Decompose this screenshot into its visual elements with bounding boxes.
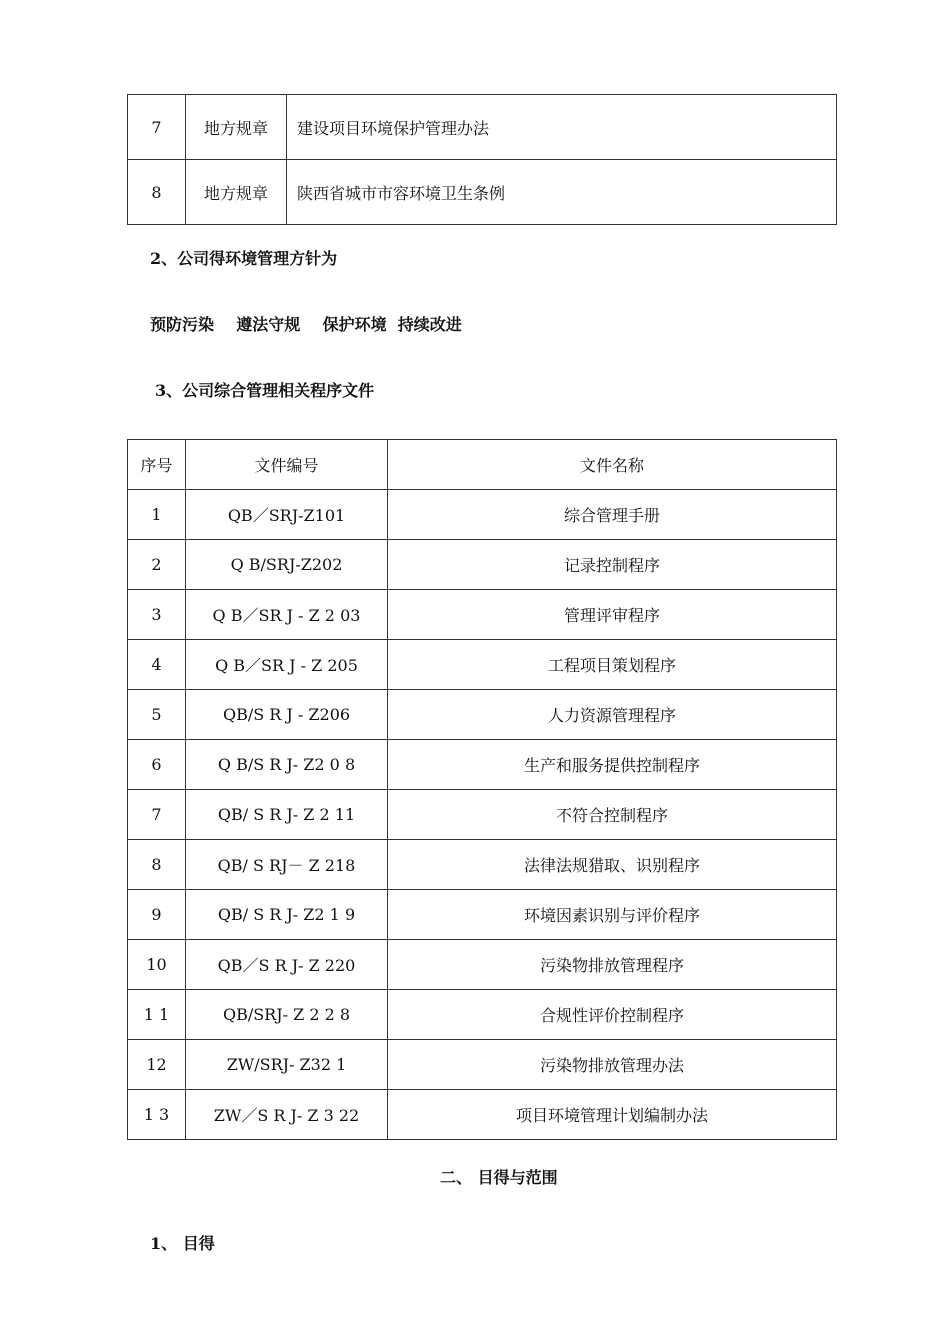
proc-code: QB/ S R J- Z2 1 9 — [186, 890, 388, 940]
table-header-row — [128, 440, 837, 490]
law-table — [127, 94, 837, 225]
table-row — [128, 690, 837, 740]
table-row — [128, 790, 837, 840]
proc-name: 污染物排放管理办法 — [388, 1040, 837, 1090]
proc-code: QB/SRJ- Z 2 2 8 — [186, 990, 388, 1040]
proc-no: 1 3 — [128, 1090, 186, 1140]
proc-name: 记录控制程序 — [388, 540, 837, 590]
proc-no: 7 — [128, 790, 186, 840]
law-row-no: 8 — [128, 160, 186, 225]
table-row — [128, 840, 837, 890]
proc-code: ZW/SRJ- Z32 1 — [186, 1040, 388, 1090]
proc-name: 法律法规猎取、识别程序 — [388, 840, 837, 890]
table-row — [128, 1040, 837, 1090]
proc-no: 8 — [128, 840, 186, 890]
proc-no: 9 — [128, 890, 186, 940]
header-no: 序号 — [128, 440, 186, 490]
proc-no: 6 — [128, 740, 186, 790]
purpose-heading: 1、 目得 — [150, 1234, 215, 1253]
law-row-type: 地方规章 — [186, 160, 287, 225]
proc-name: 综合管理手册 — [388, 490, 837, 540]
proc-name: 污染物排放管理程序 — [388, 940, 837, 990]
proc-name: 工程项目策划程序 — [388, 640, 837, 690]
table-row — [128, 890, 837, 940]
policy-heading: 2、公司得环境管理方针为 — [150, 249, 338, 268]
procedures-table — [127, 439, 837, 1140]
law-row-no: 7 — [128, 95, 186, 160]
proc-no: 4 — [128, 640, 186, 690]
section2-heading: 二、 目得与范围 — [440, 1168, 558, 1187]
proc-name: 生产和服务提供控制程序 — [388, 740, 837, 790]
table-row — [128, 740, 837, 790]
proc-name: 合规性评价控制程序 — [388, 990, 837, 1040]
proc-code: QB/S R J - Z206 — [186, 690, 388, 740]
table-row — [128, 990, 837, 1040]
proc-no: 1 — [128, 490, 186, 540]
law-row-name: 陕西省城市市容环境卫生条例 — [287, 160, 837, 225]
proc-name: 不符合控制程序 — [388, 790, 837, 840]
proc-no: 12 — [128, 1040, 186, 1090]
proc-code: QB/ S RJ－ Z 218 — [186, 840, 388, 890]
table-row — [128, 95, 837, 160]
table-row — [128, 640, 837, 690]
proc-code: QB／SRJ-Z101 — [186, 490, 388, 540]
proc-code: Q B/S R J- Z2 0 8 — [186, 740, 388, 790]
proc-no: 10 — [128, 940, 186, 990]
table-row — [128, 160, 837, 225]
proc-name: 环境因素识别与评价程序 — [388, 890, 837, 940]
proc-no: 1 1 — [128, 990, 186, 1040]
table-row — [128, 490, 837, 540]
proc-name: 管理评审程序 — [388, 590, 837, 640]
proc-code: QB／S R J- Z 220 — [186, 940, 388, 990]
header-name: 文件名称 — [388, 440, 837, 490]
proc-name: 项目环境管理计划编制办法 — [388, 1090, 837, 1140]
policy-text: 预防污染 遵法守规 保护环境 持续改进 — [150, 315, 462, 334]
procedures-heading: 3、公司综合管理相关程序文件 — [155, 381, 375, 400]
table-row — [128, 940, 837, 990]
proc-no: 3 — [128, 590, 186, 640]
law-row-name: 建设项目环境保护管理办法 — [287, 95, 837, 160]
proc-no: 2 — [128, 540, 186, 590]
law-row-type: 地方规章 — [186, 95, 287, 160]
proc-name: 人力资源管理程序 — [388, 690, 837, 740]
proc-code: ZW／S R J- Z 3 22 — [186, 1090, 388, 1140]
table-row — [128, 540, 837, 590]
table-row — [128, 590, 837, 640]
proc-code: QB/ S R J- Z 2 11 — [186, 790, 388, 840]
table-row — [128, 1090, 837, 1140]
proc-code: Q B/SRJ-Z202 — [186, 540, 388, 590]
proc-no: 5 — [128, 690, 186, 740]
proc-code: Q B／SR J - Z 2 03 — [186, 590, 388, 640]
header-code: 文件编号 — [186, 440, 388, 490]
proc-code: Q B／SR J - Z 205 — [186, 640, 388, 690]
